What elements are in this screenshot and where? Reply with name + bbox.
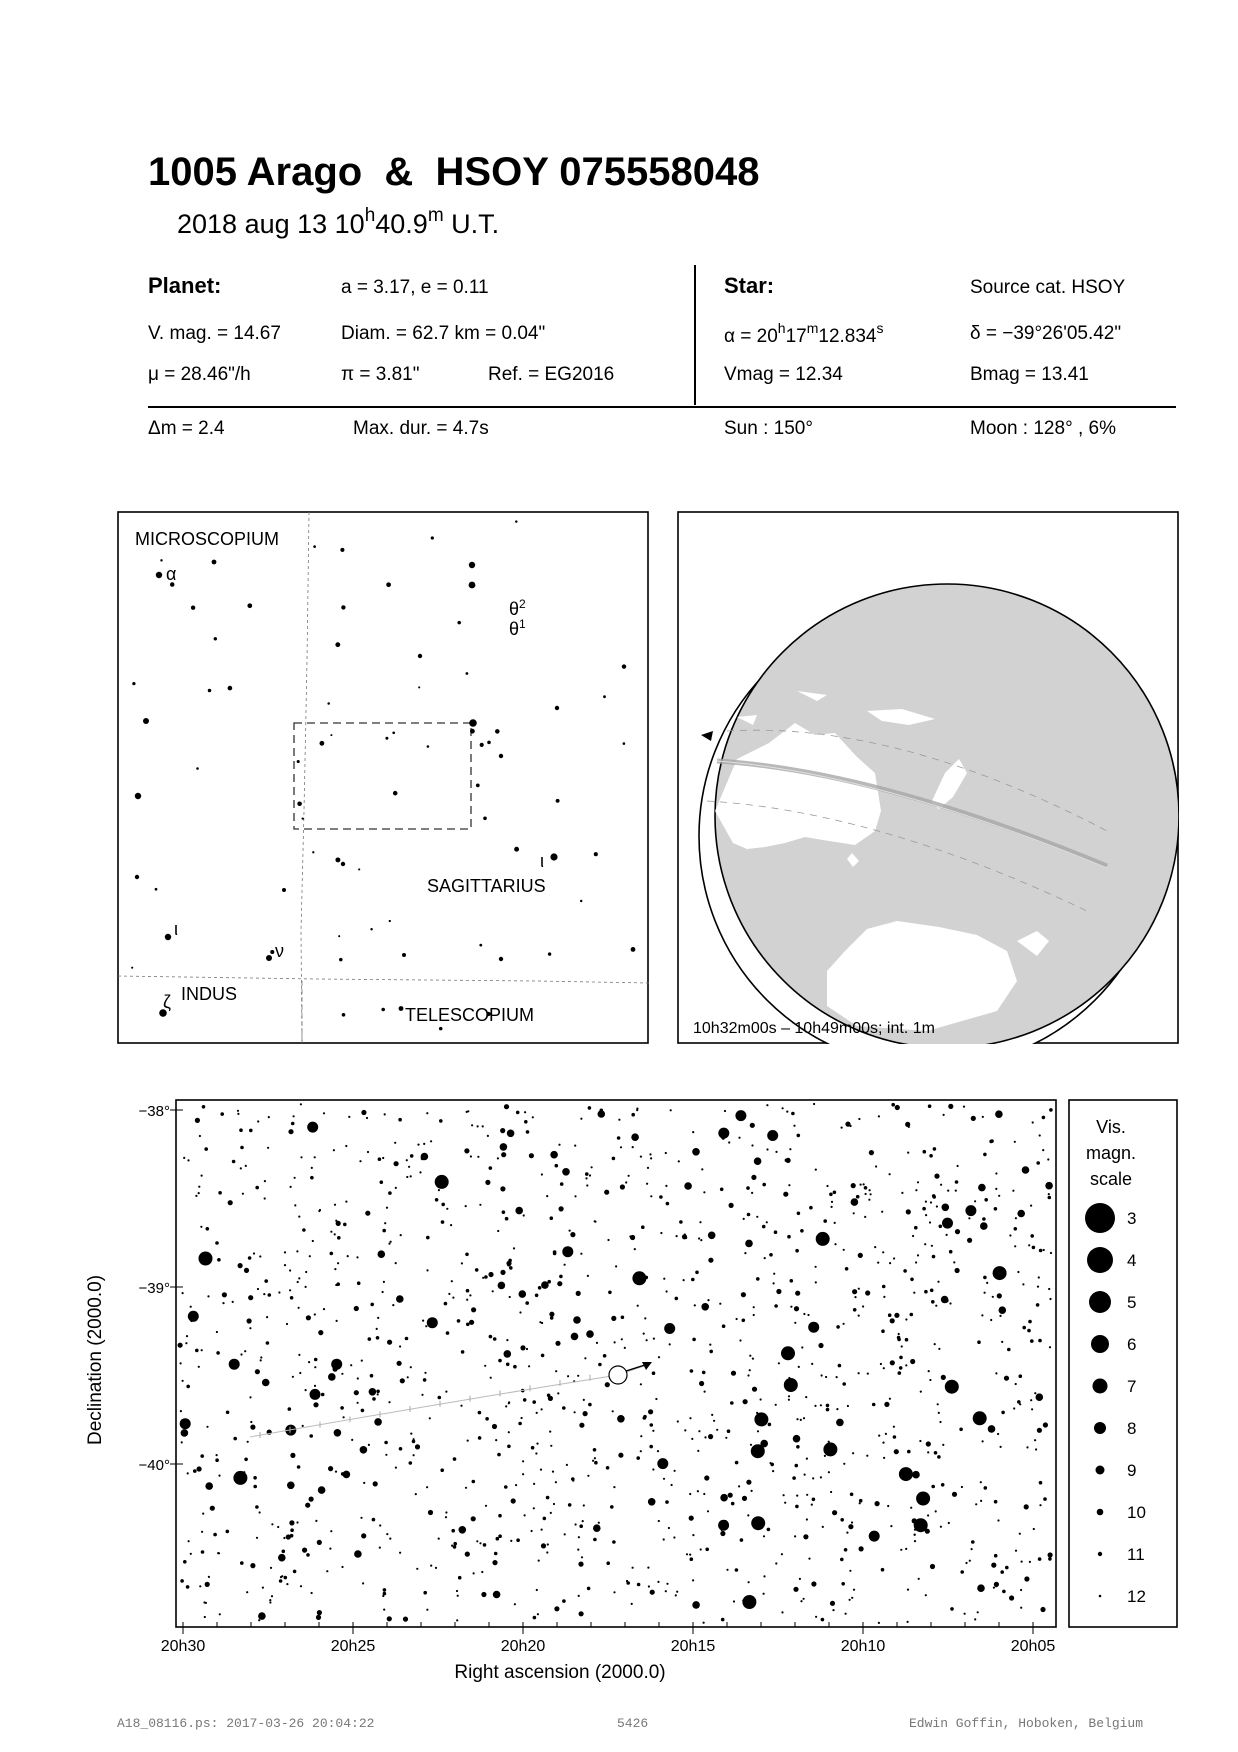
svg-text:7: 7 [1127, 1377, 1137, 1396]
detail-star-chart [80, 1090, 1180, 1690]
star-label-zeta: ζ [163, 992, 171, 1012]
svg-text:3: 3 [1127, 1209, 1137, 1228]
x-tick-label-2015: 20h15 [670, 1638, 716, 1655]
star-label-theta1: $\theta^1$ [509, 617, 526, 639]
constellation-label-microscopium: MICROSCOPIUM [135, 529, 279, 549]
x-tick-label-2025: 20h25 [330, 1638, 376, 1655]
x-tick-label-2010: 20h10 [840, 1638, 886, 1655]
star-label-iota-ind: ι [174, 919, 178, 939]
svg-text:8: 8 [1127, 1419, 1137, 1438]
x-axis-title: Right ascension (2000.0) [454, 1662, 666, 1683]
y-tick-label-38: −38° [138, 1103, 170, 1120]
svg-text:4: 4 [1127, 1251, 1137, 1270]
star-declination: δ = −39°26'05.42" [970, 323, 1122, 344]
moon-elongation: Moon : 128° , 6% [970, 418, 1116, 439]
y-tick-label-40: −40° [138, 1457, 170, 1474]
footer-file: A18_08116.ps: 2017-03-26 20:04:22 [117, 1716, 375, 1731]
finder-chart [117, 511, 649, 1044]
svg-text:5: 5 [1127, 1293, 1137, 1312]
svg-text:6: 6 [1127, 1335, 1137, 1354]
star-right-ascension: $\alpha = 20^h17^m12.834^s$ [724, 320, 884, 347]
constellation-label-indus: INDUS [181, 984, 238, 1004]
svg-text:11: 11 [1127, 1545, 1145, 1564]
column-divider [694, 265, 696, 405]
sun-elongation: Sun : 150° [724, 418, 813, 439]
legend-title: Vis. [1096, 1117, 1126, 1137]
page-title: 1005 Arago & HSOY 075558048 [148, 150, 760, 194]
star-label-iota-sgr: ι [540, 851, 544, 871]
chart-frame [176, 1100, 1056, 1627]
legend-title: magn. [1085, 1143, 1137, 1163]
max-duration: Max. dur. = 4.7s [353, 418, 489, 439]
magnitude-drop: Δm = 2.4 [148, 418, 225, 439]
star-label-alpha: α [166, 564, 177, 584]
x-tick-label-2030: 20h30 [160, 1638, 206, 1655]
svg-text:10: 10 [1127, 1503, 1146, 1522]
star-label-theta2: $\theta^2$ [509, 597, 526, 619]
planet-vmag: V. mag. = 14.67 [148, 323, 281, 344]
y-tick-label-39: −39° [138, 1280, 170, 1297]
earth-globe-panel [677, 511, 1179, 1044]
y-axis-title: Declination (2000.0) [85, 1274, 106, 1446]
constellation-label-sagittarius: SAGITTARIUS [427, 876, 546, 896]
star-label-nu: ν [275, 941, 284, 961]
planet-motion: μ = 28.46"/h [148, 364, 251, 385]
star-heading: Star: [724, 273, 775, 298]
planet-reference: Ref. = EG2016 [488, 364, 615, 385]
target-star-circle [609, 1366, 627, 1384]
footer-number: 5426 [617, 1716, 649, 1731]
star-bmag: Bmag = 13.41 [970, 364, 1089, 385]
constellation-label-telescopium: TELESCOPIUM [405, 1005, 535, 1025]
x-tick-label-2020: 20h20 [500, 1638, 546, 1655]
event-datetime: 2018 aug 13 10$^h$40.9$^m$ U.T. [177, 205, 500, 239]
star-source-catalog: Source cat. HSOY [970, 277, 1126, 298]
x-tick-label-2005: 20h05 [1010, 1638, 1056, 1655]
svg-text:12: 12 [1127, 1587, 1146, 1606]
header-divider [148, 406, 1176, 408]
planet-parallax: π = 3.81" [341, 364, 420, 385]
star-vmag: Vmag = 12.34 [724, 364, 843, 385]
planet-heading: Planet: [148, 273, 222, 298]
globe-caption: 10h32m00s – 10h49m00s; int. 1m [693, 1020, 935, 1037]
svg-text:9: 9 [1127, 1461, 1137, 1480]
planet-diameter: Diam. = 62.7 km = 0.04" [341, 323, 546, 344]
legend-title: scale [1089, 1169, 1133, 1189]
planet-orbit: a = 3.17, e = 0.11 [341, 277, 489, 298]
footer-author: Edwin Goffin, Hoboken, Belgium [909, 1716, 1144, 1731]
